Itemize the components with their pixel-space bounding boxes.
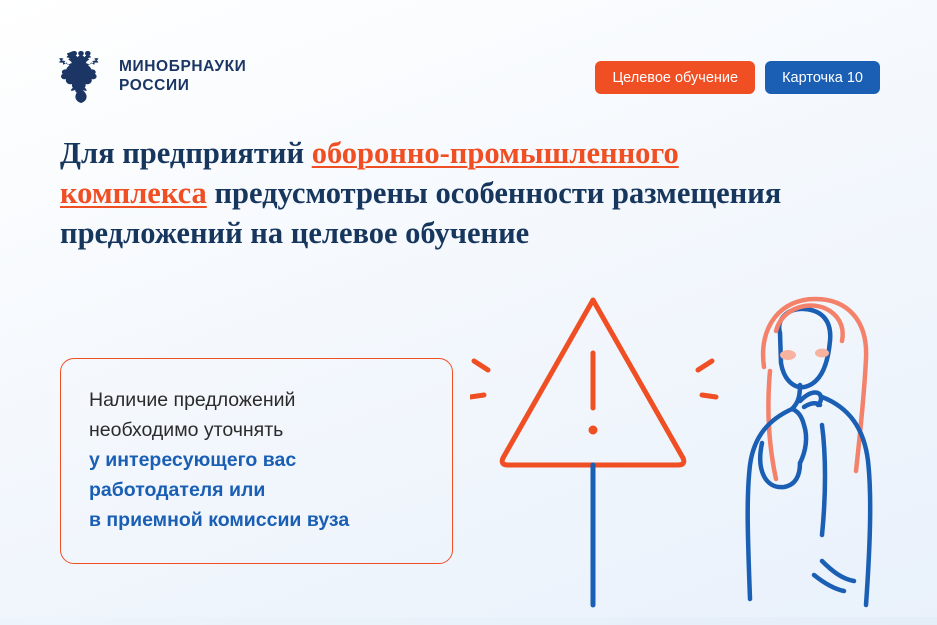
warning-triangle-sign-icon	[470, 300, 716, 465]
bottom-strip	[0, 617, 937, 625]
topic-badge: Целевое обучение	[595, 61, 755, 94]
badge-group	[595, 61, 880, 94]
ministry-name-line1: МИНОБРНАУКИ	[119, 58, 247, 75]
note-box	[60, 358, 453, 564]
ministry-name-line2: РОССИИ	[119, 77, 190, 94]
note-line-5: в приемной комиссии вуза	[89, 509, 350, 531]
double-headed-eagle-emblem-icon	[57, 48, 105, 104]
note-line-4: работодателя или	[89, 479, 266, 501]
headline-part2: предусмотрены особенности размещения предложений на целевое обучение	[60, 176, 782, 250]
illustration	[470, 275, 937, 625]
note-line-2: необходимо уточнять	[89, 419, 284, 441]
headline-highlight: оборонно-промышленного комплекса	[60, 136, 679, 210]
note-line-3: у интересующего вас	[89, 449, 297, 471]
page-title	[60, 133, 820, 253]
headline-part1: Для предприятий	[60, 136, 312, 170]
thinking-woman-illustration-icon	[748, 299, 870, 605]
note-line-1: Наличие предложений	[89, 389, 296, 411]
ministry-logo	[57, 48, 246, 104]
card-number-badge: Карточка 10	[765, 61, 880, 94]
